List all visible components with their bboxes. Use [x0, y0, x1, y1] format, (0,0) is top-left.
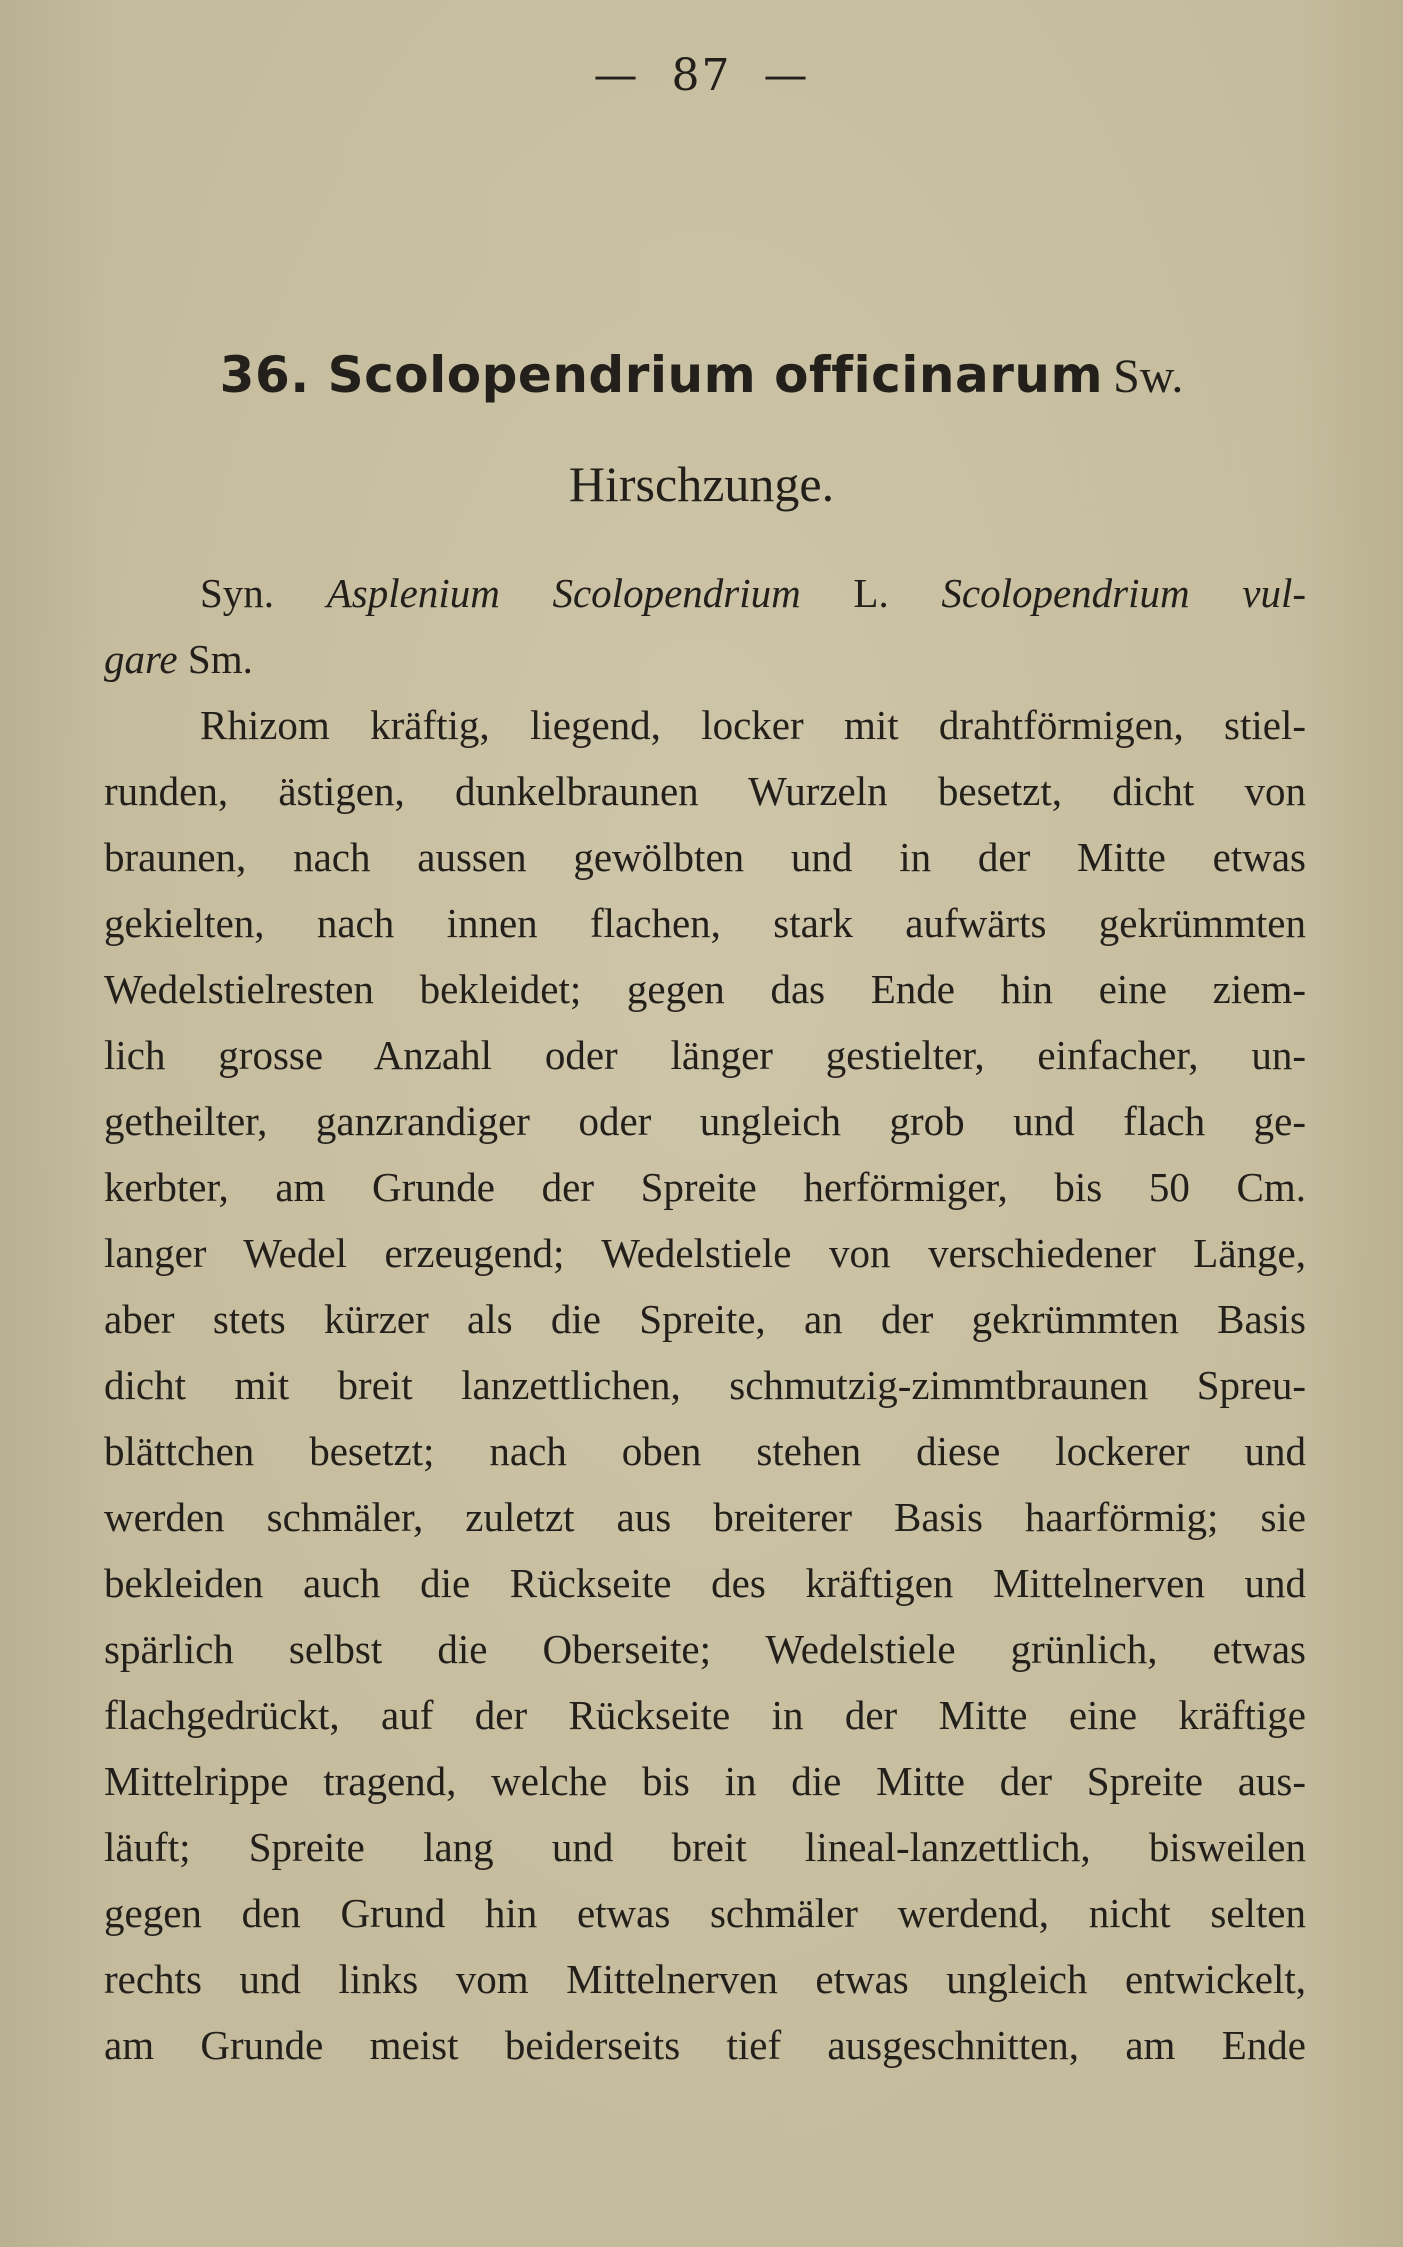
species-heading	[0, 345, 1403, 405]
text-line: läuft; Spreite lang und breit lineal-lanzettlich, bisweilen	[104, 1824, 1306, 1870]
text-line: bekleiden auch die Rückseite des kräftigen Mittelnerven und	[104, 1560, 1306, 1606]
synonym-name-2: Scolopendrium vul-	[941, 570, 1307, 616]
synonym-author-1: L.	[853, 570, 889, 616]
text-line: gekielten, nach innen flachen, stark aufwärts gekrümmten	[104, 900, 1306, 946]
common-name: Hirschzunge.	[568, 456, 835, 512]
text-line: werden schmäler, zuletzt aus breiterer Basis haarförmig; sie	[104, 1494, 1306, 1540]
text-line: Mittelrippe tragend, welche bis in die Mitte der Spreite aus-	[104, 1758, 1306, 1804]
text-line: gegen den Grund hin etwas schmäler werdend, nicht selten	[104, 1890, 1306, 1936]
page-number: — 87 —	[593, 50, 810, 101]
species-title: 36. Scolopendrium officinarum	[219, 346, 1104, 404]
text-line: runden, ästigen, dunkelbraunen Wurzeln besetzt, dicht von	[104, 768, 1306, 814]
text-line: dicht mit breit lanzettlichen, schmutzig-zimmtbraunen Spreu-	[104, 1362, 1306, 1408]
text-line: getheilter, ganzrandiger oder ungleich grob und flach ge-	[104, 1098, 1306, 1144]
text-line: kerbter, am Grunde der Spreite herförmiger, bis 50 Cm.	[104, 1164, 1306, 1210]
text-line: Wedelstielresten bekleidet; gegen das Ende hin eine ziem-	[104, 966, 1306, 1012]
synonym-line-continued	[104, 626, 1306, 692]
text-line: lich grosse Anzahl oder länger gestielter, einfacher, un-	[104, 1032, 1306, 1078]
species-author: Sw.	[1113, 350, 1184, 403]
synonym-line	[104, 560, 1306, 626]
synonym-name-1: Asplenium Scolopendrium	[326, 570, 801, 616]
synonym-name-2-end: gare	[104, 636, 178, 682]
text-line: flachgedrückt, auf der Rückseite in der Mitte eine kräftige	[104, 1692, 1306, 1738]
text-line: braunen, nach aussen gewölbten und in der Mitte etwas	[104, 834, 1306, 880]
synonym-prefix: Syn.	[200, 570, 275, 616]
body-text	[104, 560, 1306, 2078]
text-line: aber stets kürzer als die Spreite, an der gekrümmten Basis	[104, 1296, 1306, 1342]
text-line: langer Wedel erzeugend; Wedelstiele von verschiedener Länge,	[104, 1230, 1306, 1276]
text-line: Rhizom kräftig, liegend, locker mit drahtförmigen, stiel-	[200, 702, 1306, 748]
text-line: am Grunde meist beiderseits tief ausgeschnitten, am Ende	[104, 2022, 1306, 2068]
text-line: spärlich selbst die Oberseite; Wedelstiele grünlich, etwas	[104, 1626, 1306, 1672]
text-line: blättchen besetzt; nach oben stehen diese lockerer und	[104, 1428, 1306, 1474]
text-line: rechts und links vom Mittelnerven etwas ungleich entwickelt,	[104, 1956, 1306, 2002]
synonym-author-2: Sm.	[187, 636, 253, 682]
